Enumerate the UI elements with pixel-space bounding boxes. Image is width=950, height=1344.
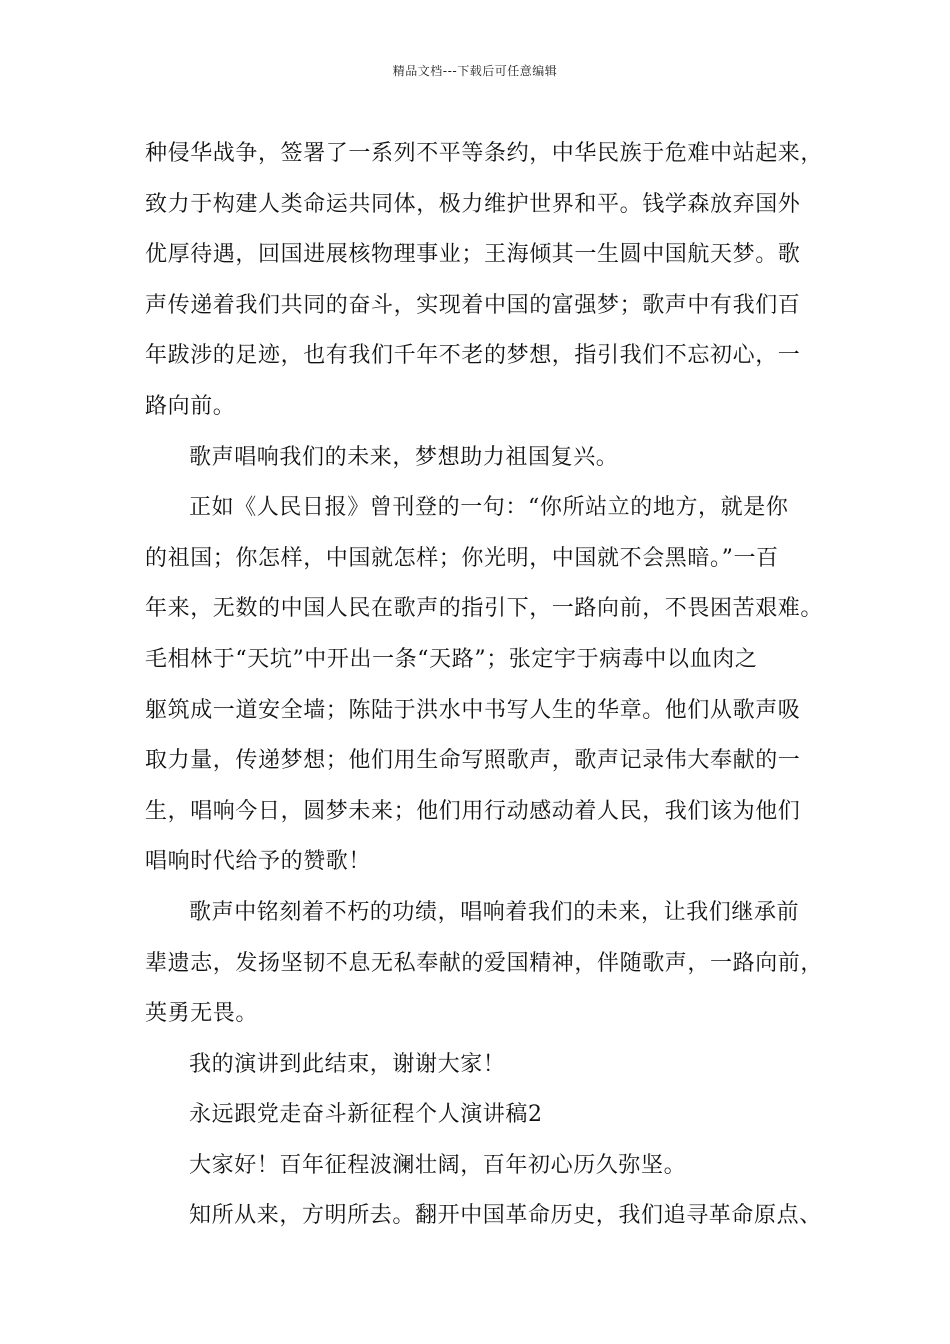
text-line: 唱响时代给予的赞歌！ [145, 849, 372, 875]
paragraph-start-line: 正如《人民日报》曾刊登的一句：“你所站立的地方，就是你 [189, 495, 789, 521]
text-line: 取力量，传递梦想；他们用生命写照歌声，歌声记录伟大奉献的一 [145, 748, 801, 774]
text-line: 优厚待遇，回国进展核物理事业；王海倾其一生圆中国航天梦。歌 [145, 242, 801, 268]
paragraph-start-line: 歌声唱响我们的未来，梦想助力祖国复兴。 [189, 444, 619, 470]
text-line: 致力于构建人类命运共同体，极力维护世界和平。钱学森放弃国外 [145, 191, 801, 217]
text-line: 年跋涉的足迹，也有我们千年不老的梦想，指引我们不忘初心，一 [145, 343, 801, 369]
text-line: 路向前。 [145, 393, 236, 419]
paragraph-start-line: 歌声中铭刻着不朽的功绩，唱响着我们的未来，让我们继承前 [189, 899, 800, 925]
text-line: 声传递着我们共同的奋斗，实现着中国的富强梦；歌声中有我们百 [145, 292, 801, 318]
paragraph-start-line: 知所从来，方明所去。翻开中国革命历史，我们追寻革命原点、 [189, 1203, 822, 1229]
text-line: 年来，无数的中国人民在歌声的指引下，一路向前，不畏困苦艰难。 [145, 596, 824, 622]
text-line: 毛相林于“天坑”中开出一条“天路”；张定宇于病毒中以血肉之 [145, 646, 758, 672]
paragraph-start-line: 我的演讲到此结束，谢谢大家！ [189, 1051, 506, 1077]
text-line: 的祖国；你怎样，中国就怎样；你光明，中国就不会黑暗。”一百 [145, 545, 779, 571]
page-header: 精品文档---下载后可任意编辑 [392, 64, 558, 78]
text-line: 生，唱响今日，圆梦未来；他们用行动感动着人民，我们该为他们 [145, 798, 801, 824]
paragraph-start-line: 大家好！百年征程波澜壮阔，百年初心历久弥坚。 [189, 1152, 687, 1178]
text-line: 辈遗志，发扬坚韧不息无私奉献的爱国精神，伴随歌声，一路向前， [145, 950, 824, 976]
text-line: 种侵华战争，签署了一系列不平等条约，中华民族于危难中站起来， [145, 141, 824, 166]
text-line: 躯筑成一道安全墙；陈陆于洪水中书写人生的华章。他们从歌声吸 [145, 697, 801, 723]
document-body [145, 129, 825, 1242]
paragraph-start-line: 永远跟党走奋斗新征程个人演讲稿2 [189, 1102, 543, 1128]
text-line: 英勇无畏。 [145, 1001, 259, 1027]
